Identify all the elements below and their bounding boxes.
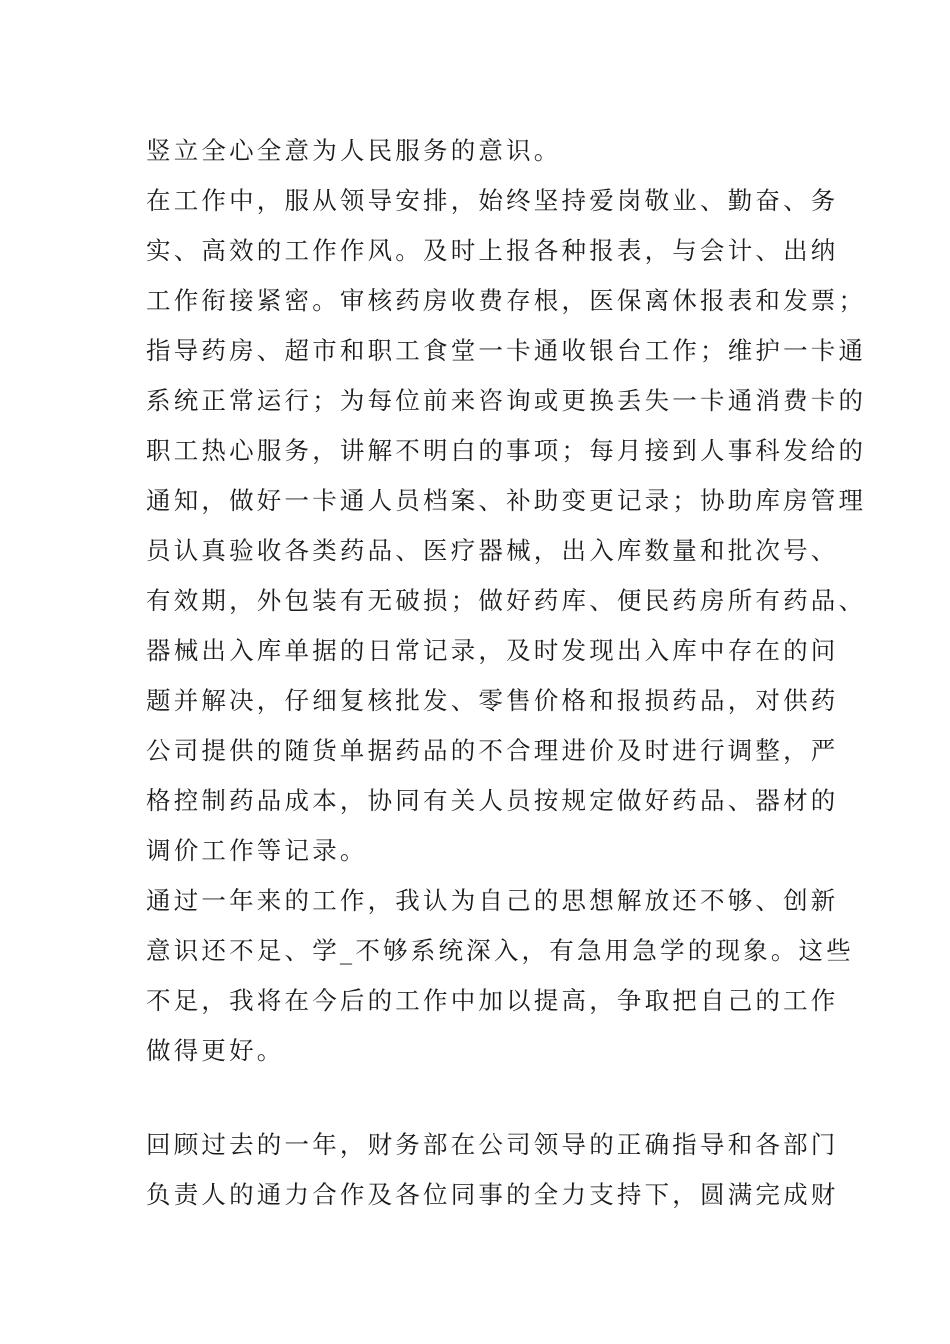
- text-line: 实、高效的工作作风。及时上报各种报表，与会计、出纳: [146, 236, 839, 265]
- text-line: 指导药房、超市和职工食堂一卡通收银台工作；维护一卡通: [146, 336, 867, 365]
- text-line: 在工作中，服从领导安排，始终坚持爱岗敬业、勤奋、务: [146, 186, 839, 215]
- text-line: 通知，做好一卡通人员档案、补助变更记录；协助库房管理: [146, 486, 867, 515]
- text-line: 员认真验收各类药品、医疗器械，出入库数量和批次号、: [146, 536, 839, 565]
- text-line: 竖立全心全意为人民服务的意识。: [146, 136, 562, 165]
- text-line: 有效期，外包装有无破损；做好药库、便民药房所有药品、: [146, 586, 867, 615]
- text-line: 回顾过去的一年，财务部在公司领导的正确指导和各部门: [146, 1130, 839, 1159]
- text-line: 调价工作等记录。: [146, 836, 368, 865]
- text-line: 器械出入库单据的日常记录，及时发现出入库中存在的问: [146, 636, 839, 665]
- body-text-section-2: [146, 1120, 839, 1220]
- body-text-section-1: [146, 126, 867, 1076]
- text-line: 系统正常运行；为每位前来咨询或更换丢失一卡通消费卡的: [146, 386, 867, 415]
- text-line: 做得更好。: [146, 1036, 285, 1065]
- text-line: 格控制药品成本，协同有关人员按规定做好药品、器材的: [146, 786, 839, 815]
- text-line: 负责人的通力合作及各位同事的全力支持下，圆满完成财: [146, 1180, 839, 1209]
- text-line: 通过一年来的工作，我认为自己的思想解放还不够、创新: [146, 886, 839, 915]
- text-line: 题并解决，仔细复核批发、零售价格和报损药品，对供药: [146, 686, 839, 715]
- text-line: 职工热心服务，讲解不明白的事项；每月接到人事科发给的: [146, 436, 867, 465]
- text-line: 意识还不足、学_不够系统深入，有急用急学的现象。这些: [146, 936, 854, 965]
- text-line: 公司提供的随货单据药品的不合理进价及时进行调整，严: [146, 736, 839, 765]
- text-line: 工作衔接紧密。审核药房收费存根，医保离休报表和发票；: [146, 286, 867, 315]
- text-line: 不足，我将在今后的工作中加以提高，争取把自己的工作: [146, 986, 839, 1015]
